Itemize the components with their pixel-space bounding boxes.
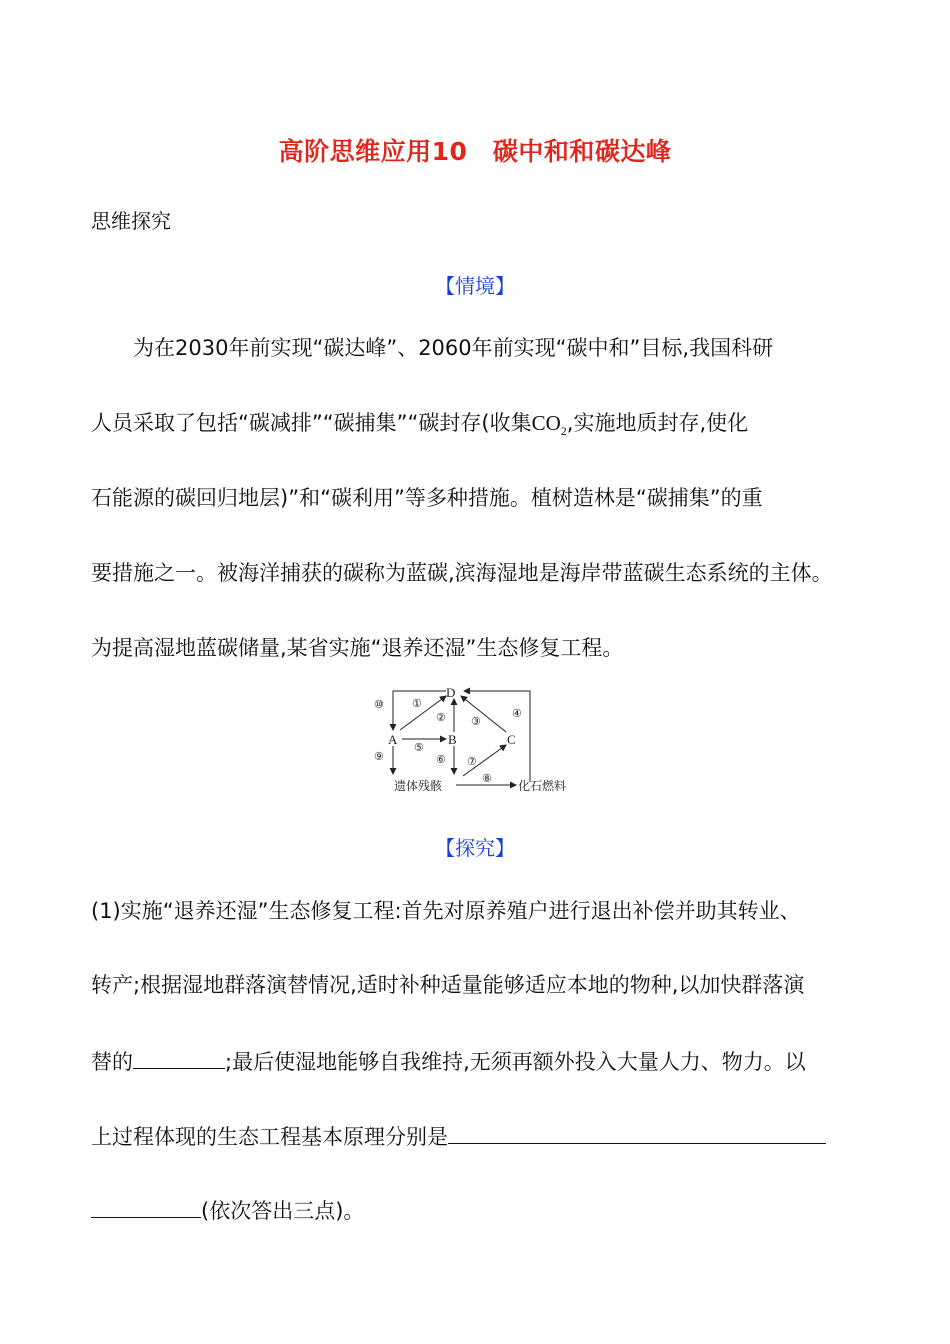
answer-blank-1[interactable] <box>133 1046 225 1069</box>
label-8: ⑧ <box>482 773 492 785</box>
node-fossil: 化石燃料 <box>518 779 567 793</box>
node-b: B <box>448 732 457 747</box>
answer-blank-3[interactable] <box>91 1195 201 1218</box>
label-4: ④ <box>512 708 522 720</box>
label-5: ⑤ <box>414 742 424 754</box>
co2-formula: $CO_2$ <box>531 411 567 439</box>
label-9: ⑨ <box>374 751 384 763</box>
explore-line-1: (1)实施“退养还湿”生态修复工程:首先对原养殖户进行退出补偿并助其转业、 <box>91 899 801 923</box>
explore-line-2: 转产;根据湿地群落演替情况,适时补种适量能够适应本地的物种,以加快群落演 <box>91 973 805 997</box>
situation-line-3: 石能源的碳回归地层)”和“碳利用”等多种措施。植树造林是“碳捕集”的重 <box>91 486 763 510</box>
situation-line-2-tail: ,实施地质封存,使化 <box>566 411 749 435</box>
label-2: ② <box>436 712 446 724</box>
node-d: D <box>446 685 456 700</box>
explore-line-5-text: (依次答出三点)。 <box>201 1199 365 1223</box>
explore-line-4 <box>91 1121 826 1151</box>
explore-line-5 <box>91 1195 364 1225</box>
situation-line-2 <box>91 409 748 445</box>
situation-heading: 【情境】 <box>435 274 515 298</box>
explore-line-3-head: 替的 <box>91 1050 133 1074</box>
label-3: ③ <box>471 716 481 728</box>
situation-line-4: 要措施之一。被海洋捕获的碳称为蓝碳,滨海湿地是海岸带蓝碳生态系统的主体。 <box>91 561 833 585</box>
situation-line-1: 为在2030年前实现“碳达峰”、2060年前实现“碳中和”目标,我国科研 <box>133 336 774 360</box>
explore-heading: 【探究】 <box>435 836 515 860</box>
label-1: ① <box>412 698 422 710</box>
situation-line-2-text: 人员采取了包括“碳减排”“碳捕集”“碳封存(收集 <box>91 411 532 435</box>
node-a: A <box>388 732 398 747</box>
page-title: 高阶思维应用10 碳中和和碳达峰 <box>278 137 672 166</box>
explore-line-3 <box>91 1046 806 1076</box>
label-10: ⑩ <box>374 699 384 711</box>
answer-blank-2[interactable] <box>448 1121 826 1144</box>
label-7: ⑦ <box>467 756 477 768</box>
explore-line-4-text: 上过程体现的生态工程基本原理分别是 <box>91 1125 448 1149</box>
carbon-cycle-diagram <box>368 682 588 798</box>
situation-line-5: 为提高湿地蓝碳储量,某省实施“退养还湿”生态修复工程。 <box>91 636 624 660</box>
explore-line-3-tail: ;最后使湿地能够自我维持,无须再额外投入大量人力、物力。以 <box>225 1050 806 1074</box>
label-6: ⑥ <box>436 754 446 766</box>
node-c: C <box>507 732 516 747</box>
section-label: 思维探究 <box>91 209 171 233</box>
node-remains: 遗体残骸 <box>394 779 443 793</box>
